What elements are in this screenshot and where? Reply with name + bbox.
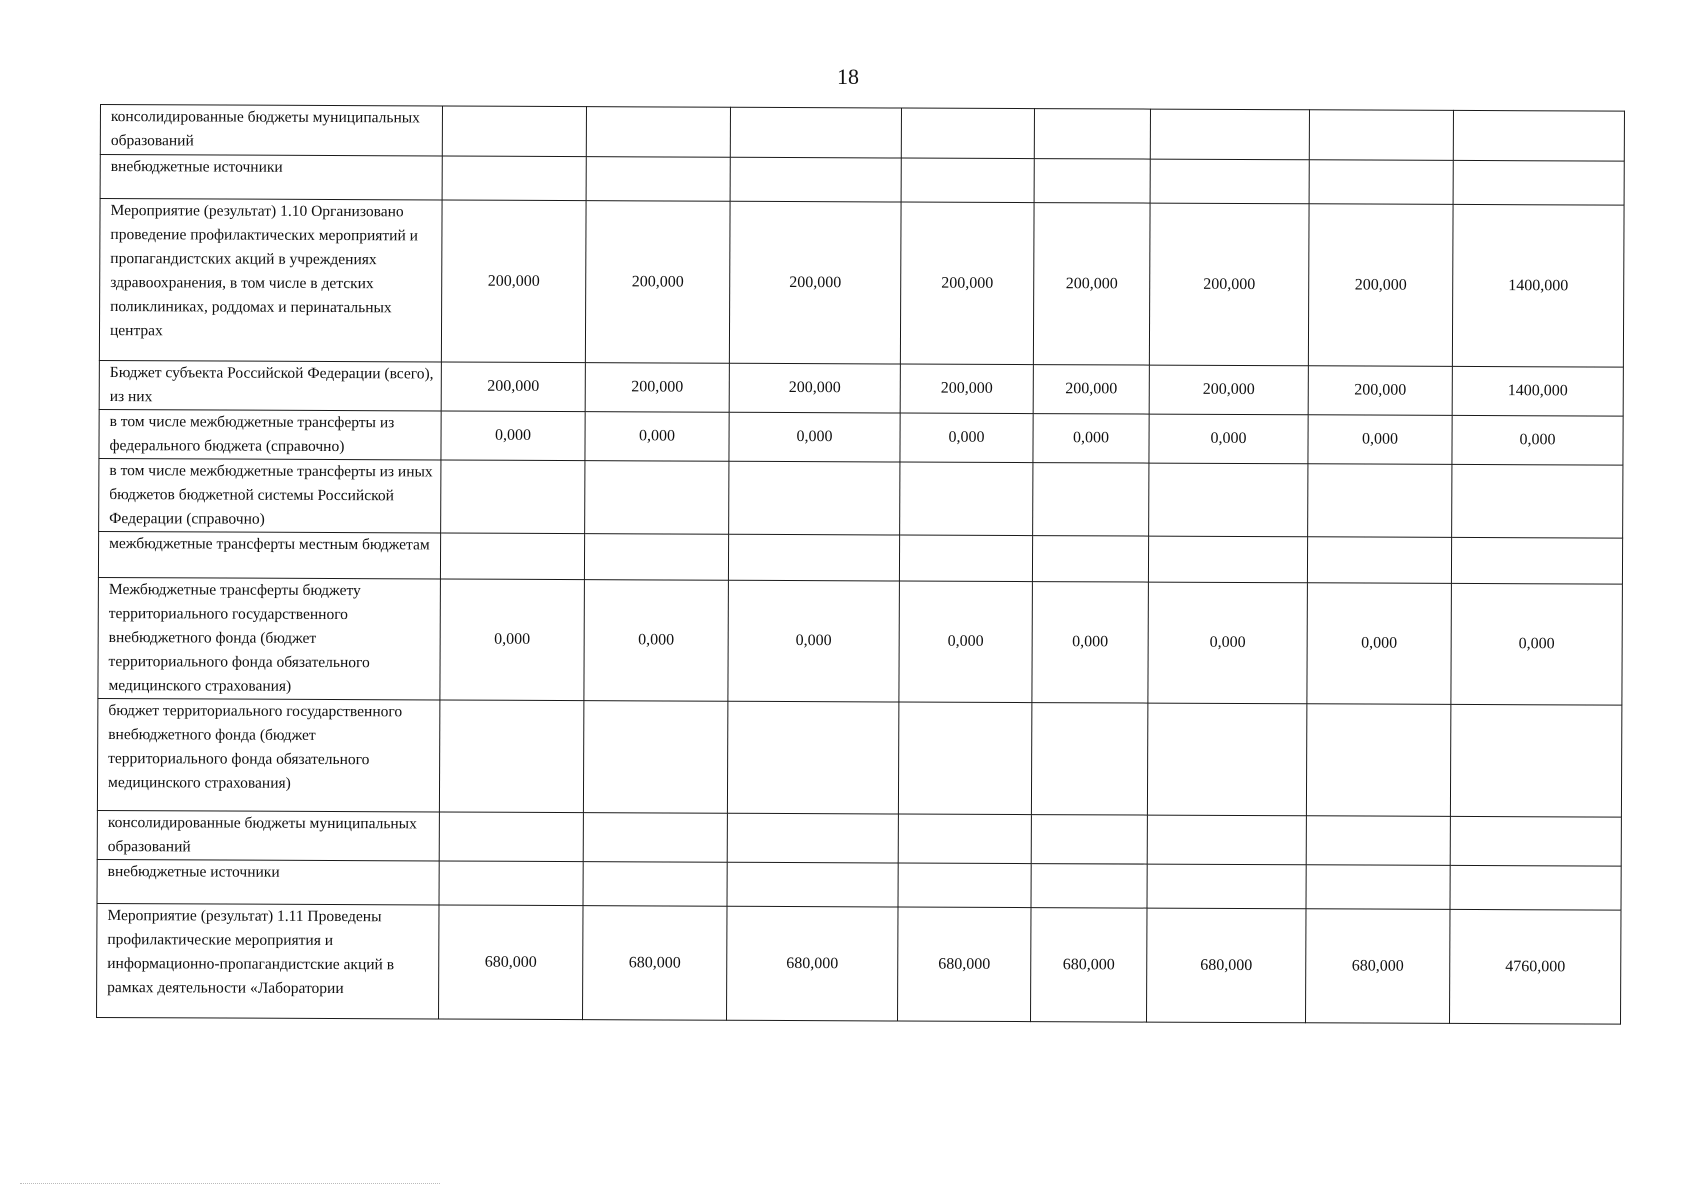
value-cell [1451,537,1622,584]
value-cell: 200,000 [441,362,585,412]
value-cell [1147,703,1306,816]
value-cell [1147,815,1306,865]
value-cell: 200,000 [1149,365,1308,415]
row-label: внебюджетные источники [97,859,439,904]
value-cell [439,812,583,862]
value-cell: 0,000 [584,580,729,702]
value-cell: 0,000 [1452,415,1623,465]
value-cell: 200,000 [1033,203,1150,366]
row-label: Мероприятие (результат) 1.10 Организовано проведение профилактических мероприятий и пропагандистских акций в учреждениях здравоохранения, в том числе в детских поликлиниках, роддомах и перинатальных центрах [99,199,442,362]
value-cell: 680,000 [439,905,583,1020]
value-cell [1306,704,1450,817]
value-cell [1033,463,1149,537]
value-cell: 0,000 [1308,415,1452,465]
value-cell [898,814,1031,864]
value-cell [1032,536,1148,583]
value-cell [1307,537,1451,584]
value-cell [1148,536,1307,583]
row-label: межбюджетные трансферты местным бюджетам [98,531,440,578]
value-cell: 0,000 [729,412,900,462]
value-cell [586,157,730,202]
table-row [97,698,1621,817]
value-cell: 0,000 [1451,583,1623,705]
value-cell [1308,464,1452,538]
value-cell [1034,159,1150,204]
value-cell: 0,000 [1149,414,1308,464]
value-cell: 200,000 [900,202,1034,365]
value-cell: 680,000 [583,906,727,1021]
table-row [100,105,1624,162]
value-cell: 0,000 [1148,582,1308,704]
table-row [99,360,1623,416]
value-cell: 4760,000 [1450,909,1621,1024]
value-cell: 1400,000 [1452,204,1624,367]
value-cell: 200,000 [585,201,730,364]
value-cell: 200,000 [1149,203,1309,366]
value-cell: 0,000 [900,413,1033,463]
value-cell [1309,160,1453,205]
scan-artifact [20,1183,440,1186]
value-cell: 0,000 [441,411,585,461]
value-cell [728,534,899,581]
value-cell: 200,000 [1033,365,1149,415]
value-cell [1031,864,1147,909]
row-label: Межбюджетные трансферты бюджету территориального государственного внебюджетного фонда (бюджет территориального фонда обязательного медицинского страхования) [98,577,441,699]
value-cell: 680,000 [1147,908,1306,1023]
value-cell: 0,000 [1033,414,1149,464]
value-cell: 200,000 [729,363,900,413]
value-cell [900,462,1033,536]
value-cell [1306,816,1450,866]
table-row [98,531,1622,584]
value-cell [442,156,586,201]
value-cell [439,861,583,906]
value-cell [1150,109,1309,160]
value-cell: 200,000 [441,200,586,363]
page-number: 18 [837,64,859,89]
value-cell [1031,703,1147,816]
value-cell [1031,815,1147,865]
value-cell [727,862,898,907]
row-label: Бюджет субъекта Российской Федерации (всего), из них [99,360,441,410]
value-cell [1453,160,1624,205]
table-row [98,577,1623,705]
value-cell: 200,000 [900,364,1033,414]
value-cell [898,863,1031,908]
value-cell: 0,000 [1032,582,1149,704]
value-cell [1450,865,1621,910]
value-cell: 0,000 [728,580,900,702]
value-cell [1306,865,1450,910]
value-cell [1147,864,1306,909]
value-cell [899,535,1032,582]
value-cell: 0,000 [585,412,729,462]
table-row [99,409,1623,465]
value-cell [441,460,585,534]
value-cell [584,534,728,581]
value-cell [898,702,1031,815]
table-row [97,859,1621,910]
value-cell [1453,110,1624,161]
value-cell: 0,000 [1307,583,1452,705]
row-label: в том числе межбюджетные трансферты из иных бюджетов бюджетной системы Российской Федерации (справочно) [99,458,441,532]
value-cell [440,533,584,580]
table-row [99,458,1623,538]
value-cell [583,862,727,907]
value-cell: 200,000 [1308,366,1452,416]
budget-table [96,104,1625,1025]
value-cell [727,701,898,814]
value-cell: 0,000 [440,579,585,701]
value-cell: 680,000 [1306,909,1450,1024]
value-cell: 200,000 [729,201,901,364]
value-cell [1450,704,1621,817]
value-cell [1150,159,1309,204]
value-cell: 680,000 [727,906,898,1021]
value-cell [1309,110,1453,161]
table-row [100,155,1624,206]
value-cell [439,700,583,813]
value-cell [583,701,727,814]
value-cell [1149,463,1308,537]
value-cell: 200,000 [1308,204,1453,367]
value-cell [729,461,900,535]
value-cell [901,108,1034,159]
table-body [97,105,1625,1025]
value-cell [583,813,727,863]
table-row [97,903,1621,1024]
value-cell [730,107,901,158]
row-label: консолидированные бюджеты муниципальных образований [100,105,442,156]
value-cell: 680,000 [898,907,1031,1022]
value-cell [727,813,898,863]
value-cell: 1400,000 [1452,366,1623,416]
value-cell [730,157,901,202]
value-cell: 680,000 [1031,908,1147,1023]
value-cell: 200,000 [585,363,729,413]
row-label: бюджет территориального государственного внебюджетного фонда (бюджет территориального фонда обязательного медицинского страхования) [97,698,439,811]
value-cell [901,158,1034,203]
row-label: Мероприятие (результат) 1.11 Проведены профилактические мероприятия и информационно-пропагандистские акций в рамках деятельности «Лаборатории [97,903,439,1018]
value-cell [442,106,586,157]
value-cell [1034,109,1150,160]
table-row [97,810,1621,866]
row-label: в том числе межбюджетные трансферты из федерального бюджета (справочно) [99,409,441,459]
row-label: консолидированные бюджеты муниципальных образований [97,810,439,860]
value-cell [586,107,730,158]
value-cell [1452,464,1623,538]
value-cell: 0,000 [899,581,1033,703]
row-label: внебюджетные источники [100,155,442,200]
value-cell [1450,816,1621,866]
table-row [99,199,1624,368]
value-cell [585,461,729,535]
